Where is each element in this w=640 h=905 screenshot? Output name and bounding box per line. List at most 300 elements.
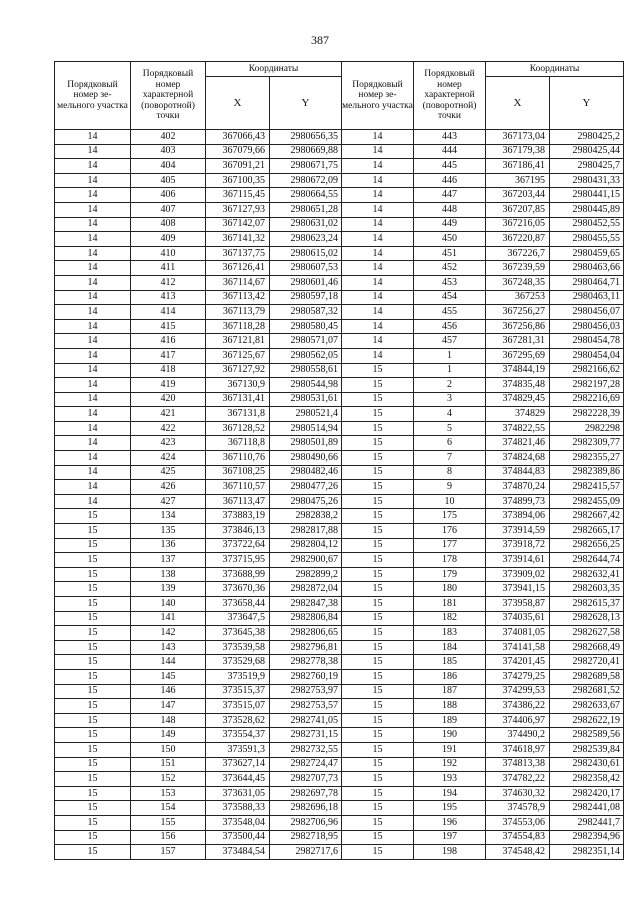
table-row bbox=[55, 699, 624, 714]
cell-x: 373658,44 bbox=[206, 597, 270, 612]
cell-y: 2982806,84 bbox=[270, 611, 342, 626]
cell-parcel: 15 bbox=[342, 757, 414, 772]
cell-y: 2982622,19 bbox=[550, 713, 624, 728]
table-row bbox=[55, 728, 624, 743]
cell-y: 2982355,27 bbox=[550, 451, 624, 466]
cell-y: 2980597,18 bbox=[270, 290, 342, 305]
cell-point: 451 bbox=[414, 246, 486, 261]
cell-point: 187 bbox=[414, 684, 486, 699]
cell-parcel: 15 bbox=[342, 742, 414, 757]
cell-parcel: 15 bbox=[55, 640, 131, 655]
cell-y: 2980587,32 bbox=[270, 305, 342, 320]
cell-parcel: 15 bbox=[55, 728, 131, 743]
cell-x: 373688,99 bbox=[206, 567, 270, 582]
cell-parcel: 14 bbox=[55, 480, 131, 495]
cell-parcel: 15 bbox=[342, 421, 414, 436]
table-row bbox=[55, 261, 624, 276]
cell-x: 373515,07 bbox=[206, 699, 270, 714]
cell-point: 157 bbox=[131, 845, 206, 860]
cell-x: 373647,5 bbox=[206, 611, 270, 626]
cell-y: 2982760,19 bbox=[270, 669, 342, 684]
cell-y: 2980672,09 bbox=[270, 173, 342, 188]
cell-y: 2982665,17 bbox=[550, 524, 624, 539]
cell-point: 151 bbox=[131, 757, 206, 772]
cell-point: 186 bbox=[414, 669, 486, 684]
table-row bbox=[55, 801, 624, 816]
cell-x: 374035,61 bbox=[486, 611, 550, 626]
cell-parcel: 14 bbox=[55, 275, 131, 290]
cell-parcel: 15 bbox=[342, 640, 414, 655]
table-row bbox=[55, 275, 624, 290]
cell-y: 2980562,05 bbox=[270, 348, 342, 363]
cell-point: 190 bbox=[414, 728, 486, 743]
cell-parcel: 14 bbox=[55, 436, 131, 451]
cell-parcel: 15 bbox=[342, 524, 414, 539]
cell-x: 374813,38 bbox=[486, 757, 550, 772]
cell-point: 418 bbox=[131, 363, 206, 378]
cell-point: 176 bbox=[414, 524, 486, 539]
cell-point: 197 bbox=[414, 830, 486, 845]
cell-y: 2982697,78 bbox=[270, 786, 342, 801]
cell-y: 2982216,69 bbox=[550, 392, 624, 407]
cell-parcel: 15 bbox=[342, 830, 414, 845]
cell-parcel: 15 bbox=[342, 363, 414, 378]
cell-point: 425 bbox=[131, 465, 206, 480]
cell-point: 9 bbox=[414, 480, 486, 495]
table-row bbox=[55, 611, 624, 626]
cell-point: 444 bbox=[414, 144, 486, 159]
cell-y: 2982720,41 bbox=[550, 655, 624, 670]
cell-y: 2980571,07 bbox=[270, 334, 342, 349]
cell-parcel: 14 bbox=[342, 334, 414, 349]
cell-x: 367203,44 bbox=[486, 188, 550, 203]
cell-parcel: 14 bbox=[55, 159, 131, 174]
table-row bbox=[55, 348, 624, 363]
cell-x: 373918,72 bbox=[486, 538, 550, 553]
cell-point: 144 bbox=[131, 655, 206, 670]
cell-y: 2982197,28 bbox=[550, 378, 624, 393]
cell-y: 2980544,98 bbox=[270, 378, 342, 393]
cell-y: 2980456,03 bbox=[550, 319, 624, 334]
cell-point: 457 bbox=[414, 334, 486, 349]
header-parcel-number: Порядковый номер зе-мельного участка bbox=[342, 62, 414, 130]
cell-y: 2982741,05 bbox=[270, 713, 342, 728]
cell-point: 412 bbox=[131, 275, 206, 290]
cell-point: 141 bbox=[131, 611, 206, 626]
cell-y: 2982441,08 bbox=[550, 801, 624, 816]
cell-y: 2980425,44 bbox=[550, 144, 624, 159]
cell-parcel: 14 bbox=[55, 202, 131, 217]
cell-x: 373914,59 bbox=[486, 524, 550, 539]
cell-x: 367137,75 bbox=[206, 246, 270, 261]
cell-point: 422 bbox=[131, 421, 206, 436]
table-row bbox=[55, 830, 624, 845]
cell-parcel: 14 bbox=[342, 319, 414, 334]
cell-x: 367110,57 bbox=[206, 480, 270, 495]
cell-x: 367239,59 bbox=[486, 261, 550, 276]
cell-x: 374141,58 bbox=[486, 640, 550, 655]
cell-x: 373484,54 bbox=[206, 845, 270, 860]
cell-x: 374835,48 bbox=[486, 378, 550, 393]
cell-y: 2982900,67 bbox=[270, 553, 342, 568]
cell-parcel: 14 bbox=[342, 275, 414, 290]
table-row bbox=[55, 421, 624, 436]
table-row bbox=[55, 815, 624, 830]
cell-parcel: 15 bbox=[342, 538, 414, 553]
cell-parcel: 15 bbox=[342, 815, 414, 830]
table-row bbox=[55, 305, 624, 320]
cell-point: 10 bbox=[414, 494, 486, 509]
cell-x: 373644,45 bbox=[206, 772, 270, 787]
cell-point: 145 bbox=[131, 669, 206, 684]
cell-x: 374822,55 bbox=[486, 421, 550, 436]
cell-point: 183 bbox=[414, 626, 486, 641]
cell-point: 154 bbox=[131, 801, 206, 816]
cell-point: 135 bbox=[131, 524, 206, 539]
cell-x: 367091,21 bbox=[206, 159, 270, 174]
cell-point: 147 bbox=[131, 699, 206, 714]
cell-point: 402 bbox=[131, 130, 206, 145]
cell-y: 2980431,33 bbox=[550, 173, 624, 188]
cell-point: 446 bbox=[414, 173, 486, 188]
cell-parcel: 15 bbox=[342, 669, 414, 684]
cell-point: 443 bbox=[414, 130, 486, 145]
cell-y: 2982627,58 bbox=[550, 626, 624, 641]
cell-point: 411 bbox=[131, 261, 206, 276]
cell-x: 367131,8 bbox=[206, 407, 270, 422]
cell-parcel: 14 bbox=[342, 130, 414, 145]
table-row bbox=[55, 582, 624, 597]
cell-parcel: 14 bbox=[55, 305, 131, 320]
header-coordinates: Координаты bbox=[486, 62, 624, 77]
table-row bbox=[55, 524, 624, 539]
cell-y: 2982753,97 bbox=[270, 684, 342, 699]
table-row bbox=[55, 757, 624, 772]
cell-parcel: 15 bbox=[342, 494, 414, 509]
cell-y: 2980514,94 bbox=[270, 421, 342, 436]
cell-x: 373500,44 bbox=[206, 830, 270, 845]
cell-y: 2982806,65 bbox=[270, 626, 342, 641]
table-row bbox=[55, 130, 624, 145]
table-row bbox=[55, 363, 624, 378]
cell-y: 2980669,88 bbox=[270, 144, 342, 159]
cell-x: 367121,81 bbox=[206, 334, 270, 349]
cell-parcel: 14 bbox=[55, 451, 131, 466]
cell-y: 2982668,49 bbox=[550, 640, 624, 655]
cell-y: 2982796,81 bbox=[270, 640, 342, 655]
cell-y: 2982603,35 bbox=[550, 582, 624, 597]
cell-parcel: 14 bbox=[342, 159, 414, 174]
cell-point: 417 bbox=[131, 348, 206, 363]
cell-x: 374081,05 bbox=[486, 626, 550, 641]
cell-parcel: 14 bbox=[55, 130, 131, 145]
cell-parcel: 14 bbox=[55, 261, 131, 276]
cell-parcel: 14 bbox=[55, 421, 131, 436]
cell-x: 367256,27 bbox=[486, 305, 550, 320]
cell-x: 367114,67 bbox=[206, 275, 270, 290]
coordinates-table bbox=[54, 61, 624, 860]
cell-y: 2982732,55 bbox=[270, 742, 342, 757]
cell-y: 2980482,46 bbox=[270, 465, 342, 480]
cell-parcel: 15 bbox=[55, 713, 131, 728]
cell-x: 367108,25 bbox=[206, 465, 270, 480]
cell-y: 2982628,13 bbox=[550, 611, 624, 626]
cell-y: 2982358,42 bbox=[550, 772, 624, 787]
cell-point: 2 bbox=[414, 378, 486, 393]
cell-point: 177 bbox=[414, 538, 486, 553]
cell-y: 2982441,7 bbox=[550, 815, 624, 830]
cell-y: 2980454,78 bbox=[550, 334, 624, 349]
cell-y: 2982539,84 bbox=[550, 742, 624, 757]
cell-x: 373894,06 bbox=[486, 509, 550, 524]
cell-y: 2982724,47 bbox=[270, 757, 342, 772]
cell-point: 414 bbox=[131, 305, 206, 320]
cell-point: 178 bbox=[414, 553, 486, 568]
cell-y: 2982351,14 bbox=[550, 845, 624, 860]
cell-point: 419 bbox=[131, 378, 206, 393]
cell-x: 367118,8 bbox=[206, 436, 270, 451]
cell-point: 448 bbox=[414, 202, 486, 217]
cell-x: 374899,73 bbox=[486, 494, 550, 509]
cell-point: 455 bbox=[414, 305, 486, 320]
cell-parcel: 15 bbox=[342, 378, 414, 393]
header-x: X bbox=[486, 77, 550, 130]
cell-x: 374618,97 bbox=[486, 742, 550, 757]
cell-y: 2980452,55 bbox=[550, 217, 624, 232]
cell-point: 140 bbox=[131, 597, 206, 612]
cell-y: 2982389,86 bbox=[550, 465, 624, 480]
cell-x: 373528,62 bbox=[206, 713, 270, 728]
cell-y: 2980651,28 bbox=[270, 202, 342, 217]
cell-x: 367113,47 bbox=[206, 494, 270, 509]
table-row bbox=[55, 290, 624, 305]
cell-parcel: 15 bbox=[55, 815, 131, 830]
table-row bbox=[55, 684, 624, 699]
cell-x: 367281,31 bbox=[486, 334, 550, 349]
cell-parcel: 14 bbox=[55, 378, 131, 393]
cell-point: 409 bbox=[131, 232, 206, 247]
cell-y: 2982228,39 bbox=[550, 407, 624, 422]
cell-y: 2980521,4 bbox=[270, 407, 342, 422]
cell-y: 2980441,15 bbox=[550, 188, 624, 203]
cell-y: 2982420,17 bbox=[550, 786, 624, 801]
table-row bbox=[55, 246, 624, 261]
table-row bbox=[55, 742, 624, 757]
cell-y: 2980607,53 bbox=[270, 261, 342, 276]
cell-point: 180 bbox=[414, 582, 486, 597]
cell-point: 450 bbox=[414, 232, 486, 247]
table-row bbox=[55, 144, 624, 159]
cell-point: 424 bbox=[131, 451, 206, 466]
page-number: 387 bbox=[311, 33, 329, 47]
cell-y: 2982706,96 bbox=[270, 815, 342, 830]
cell-point: 137 bbox=[131, 553, 206, 568]
cell-parcel: 15 bbox=[55, 538, 131, 553]
cell-point: 179 bbox=[414, 567, 486, 582]
cell-y: 2980445,89 bbox=[550, 202, 624, 217]
cell-y: 2980671,75 bbox=[270, 159, 342, 174]
cell-x: 373529,68 bbox=[206, 655, 270, 670]
cell-y: 2980664,55 bbox=[270, 188, 342, 203]
cell-y: 2982681,52 bbox=[550, 684, 624, 699]
cell-x: 367186,41 bbox=[486, 159, 550, 174]
cell-parcel: 15 bbox=[342, 728, 414, 743]
cell-x: 373715,95 bbox=[206, 553, 270, 568]
table-row bbox=[55, 494, 624, 509]
cell-parcel: 15 bbox=[342, 626, 414, 641]
cell-y: 2982633,67 bbox=[550, 699, 624, 714]
cell-parcel: 14 bbox=[55, 465, 131, 480]
cell-y: 2980475,26 bbox=[270, 494, 342, 509]
table-row bbox=[55, 407, 624, 422]
cell-point: 416 bbox=[131, 334, 206, 349]
cell-x: 373554,37 bbox=[206, 728, 270, 743]
cell-y: 2982731,15 bbox=[270, 728, 342, 743]
cell-x: 367179,38 bbox=[486, 144, 550, 159]
cell-point: 5 bbox=[414, 421, 486, 436]
cell-parcel: 14 bbox=[55, 246, 131, 261]
cell-y: 2982166,62 bbox=[550, 363, 624, 378]
cell-point: 454 bbox=[414, 290, 486, 305]
cell-y: 2982847,38 bbox=[270, 597, 342, 612]
cell-point: 403 bbox=[131, 144, 206, 159]
cell-point: 423 bbox=[131, 436, 206, 451]
cell-parcel: 14 bbox=[55, 363, 131, 378]
cell-y: 2980531,61 bbox=[270, 392, 342, 407]
cell-point: 198 bbox=[414, 845, 486, 860]
cell-point: 4 bbox=[414, 407, 486, 422]
cell-x: 373941,15 bbox=[486, 582, 550, 597]
cell-parcel: 15 bbox=[55, 699, 131, 714]
cell-x: 367113,79 bbox=[206, 305, 270, 320]
cell-parcel: 14 bbox=[55, 407, 131, 422]
cell-x: 374844,19 bbox=[486, 363, 550, 378]
cell-parcel: 15 bbox=[55, 597, 131, 612]
cell-point: 456 bbox=[414, 319, 486, 334]
cell-point: 185 bbox=[414, 655, 486, 670]
header-point-number: Порядковый номер характерной (поворотной) точки bbox=[131, 62, 206, 130]
cell-x: 374844,83 bbox=[486, 465, 550, 480]
cell-parcel: 14 bbox=[342, 173, 414, 188]
cell-y: 2980656,35 bbox=[270, 130, 342, 145]
cell-parcel: 15 bbox=[342, 392, 414, 407]
cell-point: 196 bbox=[414, 815, 486, 830]
table-row bbox=[55, 845, 624, 860]
cell-x: 373846,13 bbox=[206, 524, 270, 539]
cell-parcel: 15 bbox=[55, 582, 131, 597]
cell-x: 367128,52 bbox=[206, 421, 270, 436]
cell-x: 374829 bbox=[486, 407, 550, 422]
cell-point: 148 bbox=[131, 713, 206, 728]
cell-parcel: 15 bbox=[342, 801, 414, 816]
cell-parcel: 14 bbox=[342, 217, 414, 232]
cell-parcel: 15 bbox=[55, 845, 131, 860]
cell-point: 420 bbox=[131, 392, 206, 407]
cell-x: 367113,42 bbox=[206, 290, 270, 305]
cell-x: 373588,33 bbox=[206, 801, 270, 816]
cell-x: 367125,67 bbox=[206, 348, 270, 363]
cell-x: 374490,2 bbox=[486, 728, 550, 743]
cell-x: 373645,38 bbox=[206, 626, 270, 641]
table-row bbox=[55, 713, 624, 728]
cell-parcel: 15 bbox=[55, 524, 131, 539]
cell-parcel: 15 bbox=[342, 553, 414, 568]
cell-point: 188 bbox=[414, 699, 486, 714]
cell-parcel: 15 bbox=[55, 626, 131, 641]
cell-point: 427 bbox=[131, 494, 206, 509]
cell-x: 373539,58 bbox=[206, 640, 270, 655]
cell-x: 367253 bbox=[486, 290, 550, 305]
cell-point: 155 bbox=[131, 815, 206, 830]
cell-point: 449 bbox=[414, 217, 486, 232]
cell-x: 374870,24 bbox=[486, 480, 550, 495]
cell-parcel: 15 bbox=[342, 597, 414, 612]
cell-point: 182 bbox=[414, 611, 486, 626]
cell-y: 2980615,02 bbox=[270, 246, 342, 261]
cell-x: 367127,93 bbox=[206, 202, 270, 217]
cell-parcel: 15 bbox=[342, 611, 414, 626]
cell-parcel: 14 bbox=[342, 290, 414, 305]
cell-x: 367248,35 bbox=[486, 275, 550, 290]
cell-parcel: 15 bbox=[342, 451, 414, 466]
cell-x: 367141,32 bbox=[206, 232, 270, 247]
cell-parcel: 15 bbox=[342, 582, 414, 597]
cell-y: 2980631,02 bbox=[270, 217, 342, 232]
cell-parcel: 15 bbox=[55, 830, 131, 845]
cell-point: 192 bbox=[414, 757, 486, 772]
cell-point: 410 bbox=[131, 246, 206, 261]
cell-y: 2980456,07 bbox=[550, 305, 624, 320]
cell-y: 2982707,73 bbox=[270, 772, 342, 787]
cell-point: 445 bbox=[414, 159, 486, 174]
table-row bbox=[55, 786, 624, 801]
cell-parcel: 15 bbox=[55, 655, 131, 670]
cell-y: 2980580,45 bbox=[270, 319, 342, 334]
cell-point: 405 bbox=[131, 173, 206, 188]
cell-point: 149 bbox=[131, 728, 206, 743]
cell-y: 2982632,41 bbox=[550, 567, 624, 582]
cell-x: 374386,22 bbox=[486, 699, 550, 714]
cell-x: 373722,64 bbox=[206, 538, 270, 553]
cell-parcel: 15 bbox=[55, 801, 131, 816]
cell-parcel: 15 bbox=[342, 713, 414, 728]
cell-parcel: 14 bbox=[55, 392, 131, 407]
cell-y: 2982644,74 bbox=[550, 553, 624, 568]
cell-x: 374406,97 bbox=[486, 713, 550, 728]
cell-parcel: 15 bbox=[342, 772, 414, 787]
table-row bbox=[55, 436, 624, 451]
cell-point: 143 bbox=[131, 640, 206, 655]
cell-y: 2980558,61 bbox=[270, 363, 342, 378]
cell-x: 374201,45 bbox=[486, 655, 550, 670]
cell-x: 367131,41 bbox=[206, 392, 270, 407]
cell-point: 184 bbox=[414, 640, 486, 655]
table-row bbox=[55, 217, 624, 232]
cell-parcel: 15 bbox=[55, 786, 131, 801]
cell-point: 404 bbox=[131, 159, 206, 174]
cell-x: 367195 bbox=[486, 173, 550, 188]
cell-point: 413 bbox=[131, 290, 206, 305]
cell-x: 374829,45 bbox=[486, 392, 550, 407]
table-row bbox=[55, 392, 624, 407]
cell-y: 2982718,95 bbox=[270, 830, 342, 845]
cell-y: 2982455,09 bbox=[550, 494, 624, 509]
cell-parcel: 15 bbox=[55, 772, 131, 787]
cell-parcel: 14 bbox=[55, 232, 131, 247]
cell-y: 2980454,04 bbox=[550, 348, 624, 363]
cell-x: 367115,45 bbox=[206, 188, 270, 203]
cell-parcel: 15 bbox=[342, 509, 414, 524]
